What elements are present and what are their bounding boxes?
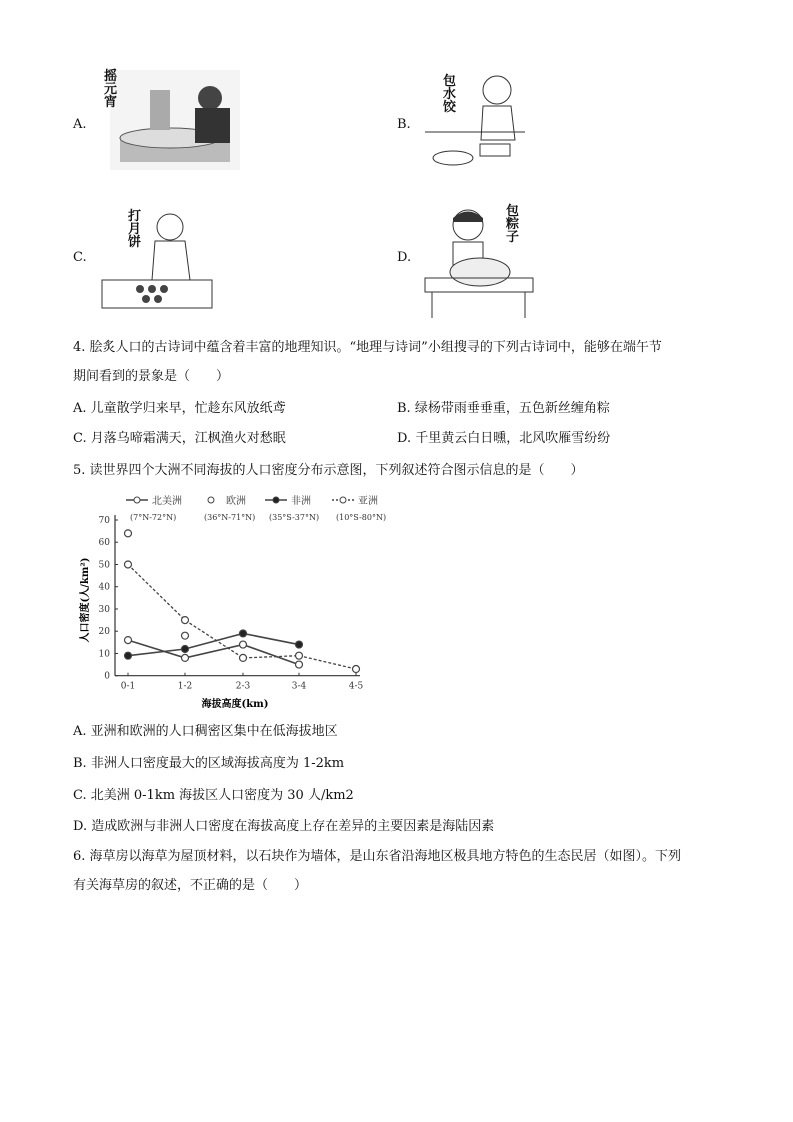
data-point — [125, 561, 132, 568]
q4-option-c: C. 月落乌啼霜满天，江枫渔火对愁眠 — [73, 431, 286, 446]
series-line-3 — [128, 633, 299, 655]
x-axis-label: 海拔高度(km) — [201, 699, 269, 710]
picture-caption: 包水饺 — [443, 74, 457, 115]
x-tick-label: 1-2 — [177, 681, 193, 692]
y-tick-label: 60 — [98, 538, 110, 549]
data-point — [125, 530, 132, 537]
y-axis-label: 人口密度(人/km²) — [80, 557, 91, 643]
option-a-letter: A. — [73, 117, 87, 132]
data-point — [296, 641, 303, 648]
legend-marker — [208, 497, 214, 503]
picture-making-mooncakes — [100, 205, 215, 315]
q6-stem-line2: 有关海草房的叙述，不正确的是（ ） — [73, 878, 308, 893]
option-d-letter: D. — [397, 250, 412, 265]
legend-range: (36°N-71°N) — [204, 513, 256, 522]
y-tick-label: 70 — [98, 516, 110, 526]
legend-range: (10°S-80°N) — [336, 513, 387, 522]
q6-stem-line1: 6. 海草房以海草为屋顶材料，以石块作为墙体，是山东省沿海地区极具地方特色的生态民居（如图）。下列 — [73, 849, 682, 864]
y-tick-label: 10 — [98, 649, 110, 660]
q5-stem: 5. 读世界四个大洲不同海拔的人口密度分布示意图，下列叙述符合图示信息的是（ ） — [73, 463, 584, 478]
legend-label: 非洲 — [291, 496, 311, 507]
q4-option-d: D. 千里黄云白日曛，北风吹雁雪纷纷 — [397, 431, 611, 446]
data-point — [240, 641, 247, 648]
x-tick-label: 0-1 — [120, 681, 136, 692]
q4-option-a: A. 儿童散学归来早，忙趁东风放纸鸢 — [73, 401, 286, 416]
picture-making-dumplings — [425, 70, 525, 170]
legend-marker — [273, 497, 279, 503]
x-tick-label: 3-4 — [291, 681, 307, 692]
chart-marks — [125, 530, 360, 673]
q5-option-b: B. 非洲人口密度最大的区域海拔高度为 1-2km — [73, 756, 345, 771]
data-point — [182, 617, 189, 624]
option-b-letter: B. — [397, 117, 411, 132]
q5-option-c: C. 北美洲 0-1km 海拔区人口密度为 30 人/km2 — [73, 788, 354, 803]
legend-label: 亚洲 — [358, 496, 378, 507]
y-tick-label: 0 — [104, 671, 110, 682]
y-tick-label: 50 — [98, 560, 110, 571]
picture-making-zongzi — [420, 200, 540, 320]
y-tick-label: 20 — [98, 627, 110, 638]
q4-stem-line2: 期间看到的景象是（ ） — [73, 369, 230, 384]
x-tick-label: 2-3 — [235, 681, 251, 692]
picture-shaking-yuanxiao — [104, 69, 240, 170]
data-point — [353, 666, 360, 673]
legend-label: 欧洲 — [226, 496, 246, 507]
picture-caption: 包粽子 — [506, 204, 520, 245]
x-tick-label: 4-5 — [348, 681, 364, 692]
chart-axes — [99, 515, 364, 692]
series-line-4 — [128, 564, 356, 669]
option-c-letter: C. — [73, 250, 87, 265]
q4-option-b: B. 绿杨带雨垂垂重，五色新丝缠角粽 — [397, 401, 610, 416]
q5-option-a: A. 亚洲和欧洲的人口稠密区集中在低海拔地区 — [73, 724, 338, 739]
data-point — [125, 652, 132, 659]
legend-range: (35°S-37°N) — [269, 513, 320, 522]
legend-label: 北美洲 — [152, 496, 182, 507]
legend-marker — [134, 497, 140, 503]
data-point — [240, 630, 247, 637]
q4-stem-line1: 4. 脍炙人口的古诗词中蕴含着丰富的地理知识。“地理与诗词”小组搜寻的下列古诗词中，能够在端午节 — [73, 340, 662, 355]
data-point — [125, 637, 132, 644]
y-tick-label: 40 — [98, 582, 110, 593]
data-point — [182, 654, 189, 661]
picture-caption: 打月饼 — [128, 209, 142, 250]
data-point — [296, 652, 303, 659]
chart-legend — [126, 494, 386, 522]
picture-caption: 摇元宵 — [104, 69, 118, 110]
data-point — [182, 646, 189, 653]
data-point — [240, 654, 247, 661]
q5-option-d: D. 造成欧洲与非洲人口密度在海拔高度上存在差异的主要因素是海陆因素 — [73, 819, 495, 834]
data-point — [296, 661, 303, 668]
y-tick-label: 30 — [98, 604, 110, 615]
population-density-chart — [60, 490, 410, 720]
legend-marker — [340, 497, 346, 503]
legend-range: (7°N-72°N) — [130, 513, 177, 522]
data-point — [182, 632, 189, 639]
